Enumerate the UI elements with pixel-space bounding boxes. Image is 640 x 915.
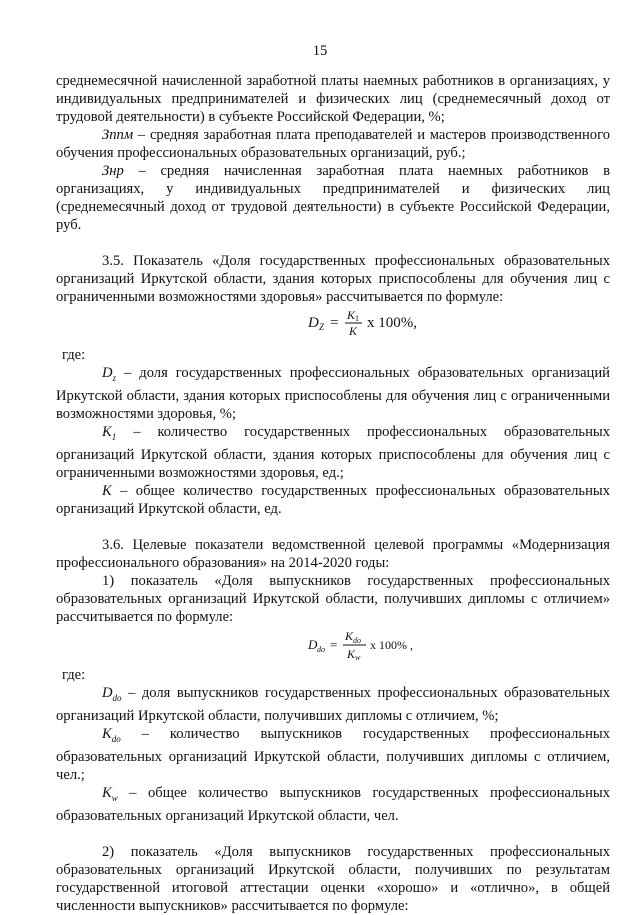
symbol-kw: $K_w$ <box>102 784 118 803</box>
symbol-ddo: $D_{do}$ <box>102 684 122 703</box>
formula-dz <box>56 308 610 338</box>
section-3-5: 3.5. Показатель «Доля государственных профессиональных образовательных организаций Иркутской области, здания которых приспособлены для обучения лиц с ограниченными возможностями здоровья» рассчитывается по формуле: <box>56 253 610 305</box>
definition-kdo-text: – количество выпускников государственных профессиональных образовательных организаций Иркутской области, получивших дипломы с отличием, чел.; <box>56 725 610 783</box>
page-number: 15 <box>312 43 328 59</box>
section-3-6-item-1: 1) показатель «Доля выпускников государственных профессиональных образовательных организаций Иркутской области, получивших дипломы с отличием» рассчитывается по формуле: <box>56 572 610 625</box>
section-3-6: 3.6. Целевые показатели ведомственной целевой программы «Модернизация профессионального образования» на 2014-2020 годы: <box>56 536 610 571</box>
formula-dz-rest: x 100%, <box>367 315 417 331</box>
svg-text:=: = <box>330 315 339 331</box>
formula-dz-svg <box>306 308 486 338</box>
symbol-znr: Знр <box>102 163 124 179</box>
definition-k <box>56 482 610 518</box>
formula-ddo-num: K <box>345 628 354 643</box>
paragraph-continuation: среднемесячной начисленной заработной платы наемных работников в организациях, у индивидуальных предпринимателей и физических лиц (среднемесячный доход от трудовой деятельности) в субъекте Российской Федерации, %; <box>56 73 610 125</box>
formula-dz-lhs-sub: Z <box>319 322 325 332</box>
symbol-zppm: Зппм <box>102 127 134 143</box>
where-label-1: где: <box>62 347 86 363</box>
definition-zppm-text: – средняя заработная плата преподавателей и мастеров производственного обучения профессиональных образовательных организаций, руб.; <box>56 127 610 161</box>
formula-dz-den: K <box>349 324 358 338</box>
section-3-6-item-2: 2) показатель «Доля выпускников государственных профессиональных образовательных организаций Иркутской области, получивших по результатам государственной итоговой аттестации оценки «хорошо» и «отлично», в общей численности выпускников» рассчитывается по формуле: <box>56 843 610 914</box>
definition-kw-text: – общее количество выпускников государственных профессиональных образовательных организаций Иркутской области, чел. <box>56 784 610 824</box>
where-label-2: где: <box>62 666 86 683</box>
formula-dz-lhs: D <box>308 315 319 331</box>
formula-dz-num-sub: 1 <box>355 314 359 323</box>
symbol-k1: $K_1$ <box>102 423 117 442</box>
definition-kdo <box>56 725 610 784</box>
definition-k-text: – общее количество государственных профессиональных образовательных организаций Иркутской области, ед. <box>56 482 610 517</box>
definition-ddo-text: – доля выпускников государственных профессиональных образовательных организаций Иркутской области, получивших дипломы с отличием, %; <box>56 684 610 724</box>
symbol-kdo: $K_{do}$ <box>102 725 121 744</box>
definition-znr-text: – средняя начисленная заработная плата наемных работников в организациях, у индивидуальных предпринимателей и физических лиц (среднемесячный доход от трудовой деятельности) в субъекте Российской Федерации, руб. <box>56 163 610 233</box>
definition-zppm <box>56 126 610 162</box>
formula-dz-num: K <box>347 308 356 322</box>
formula-ddo-den-sub: w <box>355 652 361 662</box>
symbol-k: К <box>102 482 112 499</box>
definition-k1-text: – количество государственных профессиональных образовательных организаций Иркутской области, здания которых приспособлены для обучения лиц с ограниченными возможностями здоровья, ед.; <box>56 423 610 481</box>
formula-ddo-svg <box>306 628 486 662</box>
formula-ddo-rest: x 100% , <box>370 637 413 652</box>
definition-kw <box>56 784 610 825</box>
definition-k1 <box>56 423 610 482</box>
formula-ddo-num-sub: do <box>353 635 361 645</box>
svg-text:=: = <box>330 636 338 652</box>
definition-dz-text: – доля государственных профессиональных образовательных организаций Иркутской области, здания которых приспособлены для обучения лиц с ограниченными возможностями здоровья, %; <box>56 365 610 422</box>
formula-ddo <box>56 628 610 662</box>
formula-ddo-den: K <box>347 646 356 661</box>
formula-ddo-lhs-sub: do <box>317 644 325 654</box>
page-body <box>56 72 610 915</box>
definition-znr <box>56 162 610 234</box>
definition-ddo <box>56 684 610 725</box>
definition-dz <box>56 364 610 423</box>
symbol-dz: $D_z$ <box>102 365 117 383</box>
formula-ddo-lhs: D <box>308 636 318 652</box>
